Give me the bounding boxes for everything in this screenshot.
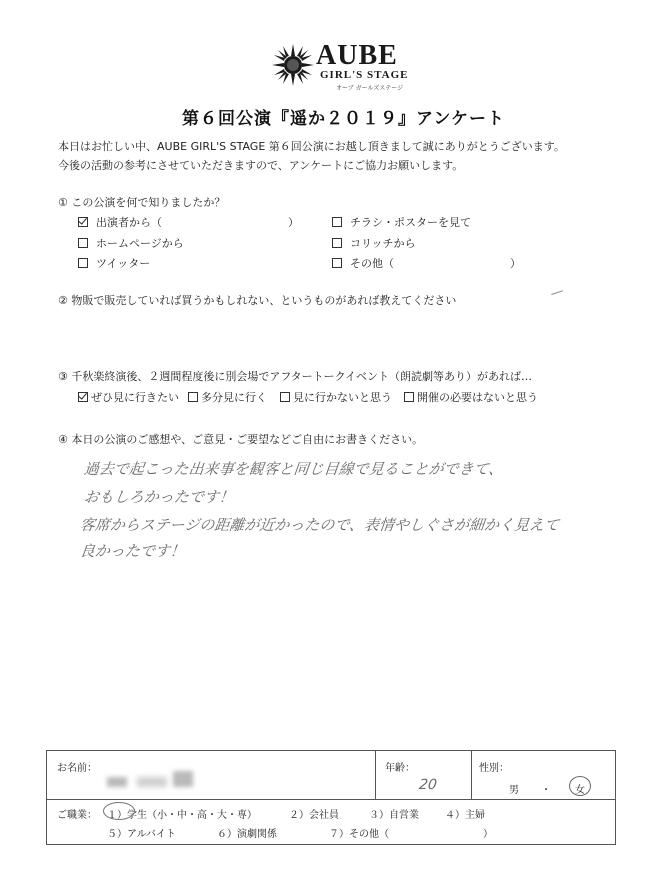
q1-option-close: ） <box>510 257 521 270</box>
page-title: 第６回公演『遥か２０１９』アンケート <box>182 109 505 129</box>
form-divider <box>375 751 376 799</box>
q3-option-unnecessary[interactable] <box>404 389 538 405</box>
logo-subtitle: GIRL'S STAGE <box>320 69 409 81</box>
job-other-close: ） <box>483 829 493 840</box>
q1-option-label: 出演者から（ <box>96 216 162 229</box>
female-circled-mark <box>569 776 591 796</box>
gender-female[interactable]: 女 <box>575 785 585 796</box>
checkbox-checked-icon[interactable] <box>78 392 88 402</box>
q1-option-label: ホームページから <box>96 237 184 250</box>
question-1: ① この公演を何で知りましたか？ <box>58 196 226 209</box>
job-student[interactable]: １）学生（小・中・高・大・専） <box>107 810 257 821</box>
q1-option-close: ） <box>288 216 299 229</box>
q3-option-label: 多分見に行く <box>201 391 267 404</box>
job-company[interactable]: ２）会社員 <box>289 810 339 821</box>
checkbox-icon[interactable] <box>78 238 88 248</box>
question-3: ③ 千秋楽終演後、２週間程度後に別会場でアフタートークイベント（朗読劇等あり）があれば… <box>58 370 533 383</box>
job-self-employed[interactable]: ３）自営業 <box>369 810 419 821</box>
age-value: 20 <box>418 777 438 793</box>
q1-option-corich[interactable] <box>332 235 416 251</box>
job-parttime[interactable]: ５）アルバイト <box>107 829 176 840</box>
job-theater[interactable]: ６）演劇関係 <box>217 829 277 840</box>
q3-option-label: 見に行かないと思う <box>293 391 392 404</box>
respondent-form <box>46 750 616 845</box>
q3-option-probably[interactable] <box>188 389 267 405</box>
q1-option-twitter[interactable] <box>78 255 150 271</box>
checkbox-icon[interactable] <box>332 217 342 227</box>
handwritten-line-2: おもしろかったです！ <box>83 488 235 506</box>
form-divider <box>47 799 615 800</box>
q3-option-definitely[interactable] <box>78 389 179 405</box>
job-label: ご職業： <box>57 810 97 821</box>
logo-wordmark: AUBE <box>316 40 398 71</box>
q3-option-label: ぜひ見に行きたい <box>91 391 179 404</box>
gender-separator: ・ <box>541 785 551 796</box>
gender-male[interactable]: 男 <box>509 785 519 796</box>
job-other[interactable]: ７）その他（ <box>329 829 389 840</box>
name-redacted <box>107 777 127 787</box>
gender-label: 性別： <box>479 763 509 774</box>
checkbox-icon[interactable] <box>332 238 342 248</box>
q1-option-homepage[interactable] <box>78 235 184 251</box>
q3-option-label: 開催の必要はないと思う <box>417 391 538 404</box>
name-label: お名前： <box>57 763 97 774</box>
q1-option-flyer[interactable] <box>332 214 471 230</box>
form-divider <box>471 751 472 799</box>
sun-emblem-icon <box>272 44 314 86</box>
q1-option-label: ツイッター <box>96 257 151 270</box>
intro-line-1: 本日はお忙しい中、AUBE GIRL'S STAGE 第６回公演にお越し頂きまして誠にありがとうございます。 <box>58 140 565 153</box>
job-housewife[interactable]: ４）主婦 <box>445 810 485 821</box>
question-4: ④ 本日の公演のご感想や、ご意見・ご要望などご自由にお書きください。 <box>58 433 424 446</box>
checkbox-icon[interactable] <box>78 258 88 268</box>
name-redacted <box>173 771 193 787</box>
logo <box>268 42 418 92</box>
question-2: ② 物販で販売していれば買うかもしれない、というものがあれば教えてください <box>58 294 457 307</box>
age-label: 年齢： <box>385 763 415 774</box>
checkbox-icon[interactable] <box>332 258 342 268</box>
checkbox-icon[interactable] <box>404 392 414 402</box>
q1-option-label: チラシ・ポスターを見て <box>350 216 471 229</box>
checkbox-icon[interactable] <box>188 392 198 402</box>
q3-option-not-go[interactable] <box>280 389 392 405</box>
handwritten-line-1: 過去で起こった出来事を観客と同じ目線で見ることができて、 <box>83 460 505 478</box>
handwritten-line-4: 良かったです！ <box>79 542 186 560</box>
q1-option-other[interactable] <box>332 255 522 271</box>
q1-option-label: その他（ <box>350 257 394 270</box>
intro-line-2: 今後の活動の参考にさせていただきますので、アンケートにご協力お願いします。 <box>58 159 464 172</box>
pen-mark <box>551 290 565 300</box>
student-circled-mark <box>103 802 135 820</box>
logo-kana: オーブ ガールズステージ <box>336 85 404 92</box>
checkbox-icon[interactable] <box>280 392 290 402</box>
name-redacted <box>137 777 167 787</box>
handwritten-line-3: 客席からステージの距離が近かったので、表情やしぐさが細かく見えて <box>79 516 561 534</box>
checkbox-checked-icon[interactable] <box>78 217 88 227</box>
q1-option-label: コリッチから <box>350 237 416 250</box>
q1-option-performer[interactable] <box>78 214 298 230</box>
